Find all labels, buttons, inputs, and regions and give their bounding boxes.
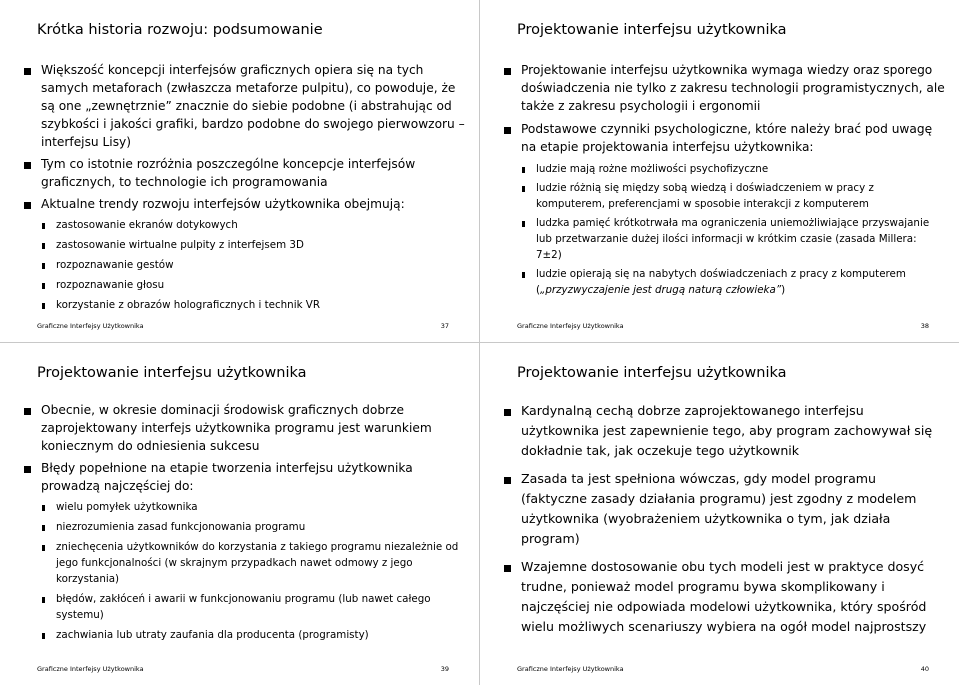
page-number: 39 <box>440 665 449 673</box>
sub-bullet-item: rozpoznawanie głosu <box>42 277 465 293</box>
slide-body <box>24 61 465 317</box>
slide-footer <box>37 322 449 330</box>
sub-bullet-item: zniechęcenia użytkowników do korzystania z takiego programu niezależnie od jego funkcjonalności (w skrajnym przypadkach nawet odmowy z jego korzystania) <box>42 539 465 587</box>
bullet-item: Obecnie, w okresie dominacji środowisk graficznych dobrze zaprojektowany interfejs użytkownika programu jest warunkiem koniecznym do odniesienia sukcesu <box>24 401 465 455</box>
sub-bullet-item: zastosowanie wirtualne pulpity z interfejsem 3D <box>42 237 465 253</box>
slide-footer <box>517 665 929 673</box>
slide-body <box>24 401 465 647</box>
slide-body <box>504 61 945 301</box>
sub-bullet-item: ludzie mają rożne możliwości psychofizyczne <box>522 161 945 177</box>
bullet-item: Kardynalną cechą dobrze zaprojektowanego interfejsu użytkownika jest zapewnienie tego, aby program zachowywał się dokładnie tak, jak oczekuje tego użytkownik <box>504 401 945 461</box>
quote-text: „przyzwyczajenie jest drugą naturą człowieka” <box>540 284 782 296</box>
sub-bullet-item: ludzka pamięć krótkotrwała ma ograniczenia uniemożliwiające przyswajanie lub przetwarzanie dużej ilości informacji w krótkim czasie (zasada Millera: 7±2) <box>522 215 945 263</box>
sub-bullet-item: zastosowanie ekranów dotykowych <box>42 217 465 233</box>
sub-bullet-text: ludzie opierają się na nabytych doświadczeniach z pracy z komputerem ( <box>536 268 906 296</box>
footer-text: Graficzne Interfejsy Użytkownika <box>37 322 144 330</box>
footer-text: Graficzne Interfejsy Użytkownika <box>37 665 144 673</box>
slide-title: Krótka historia rozwoju: podsumowanie <box>37 22 323 38</box>
slide-37 <box>0 0 479 342</box>
footer-text: Graficzne Interfejsy Użytkownika <box>517 322 624 330</box>
page-number: 37 <box>440 322 449 330</box>
sub-bullet-item: błędów, zakłóceń i awarii w funkcjonowaniu programu (lub nawet całego systemu) <box>42 591 465 623</box>
slide-39 <box>0 343 479 685</box>
page-number: 38 <box>920 322 929 330</box>
bullet-item: Zasada ta jest spełniona wówczas, gdy model programu (faktyczne zasady działania programu) jest zgodny z modelem użytkownika (wyobrażeniem użytkownika o tym, jak działa program) <box>504 469 945 549</box>
sub-bullet-text-end: ) <box>781 284 786 296</box>
slide-footer <box>37 665 449 673</box>
slide-40 <box>480 343 959 685</box>
sub-bullet-item: ludzie różnią się między sobą wiedzą i doświadczeniem w pracy z komputerem, preferencjami w sposobie interakcji z komputerem <box>522 180 945 212</box>
sub-bullet-item: wielu pomyłek użytkownika <box>42 499 465 515</box>
slide-body <box>504 401 945 645</box>
sub-bullet-item: zachwiania lub utraty zaufania dla producenta (programisty) <box>42 627 465 643</box>
page-number: 40 <box>920 665 929 673</box>
slide-38 <box>480 0 959 342</box>
sub-bullet-item: rozpoznawanie gestów <box>42 257 465 273</box>
slide-title: Projektowanie interfejsu użytkownika <box>517 22 787 38</box>
bullet-item: Błędy popełnione na etapie tworzenia interfejsu użytkownika prowadzą najczęściej do: <box>24 459 465 495</box>
footer-text: Graficzne Interfejsy Użytkownika <box>517 665 624 673</box>
bullet-item: Wzajemne dostosowanie obu tych modeli jest w praktyce dosyć trudne, ponieważ model programu bywa skomplikowany i najczęściej nie odpowiada modelowi użytkownika, który spośród wielu możliwych scenariuszy wybiera na ogół model najprostszy <box>504 557 945 637</box>
slide-footer <box>517 322 929 330</box>
bullet-item: Większość koncepcji interfejsów graficznych opiera się na tych samych metaforach (zwłaszcza metaforze pulpitu), co powoduje, że są one „zewnętrznie” znacznie do siebie podobne (i abstrahując od szybkości i jakości grafiki, bardzo podobne do swojego pierwowzoru – interfejsu Lisy) <box>24 61 465 151</box>
sub-bullet-item: korzystanie z obrazów holograficznych i technik VR <box>42 297 465 313</box>
bullet-item: Tym co istotnie rozróżnia poszczególne koncepcje interfejsów graficznych, to technologie ich programowania <box>24 155 465 191</box>
bullet-item: Aktualne trendy rozwoju interfejsów użytkownika obejmują: <box>24 195 465 213</box>
sub-bullet-item: niezrozumienia zasad funkcjonowania programu <box>42 519 465 535</box>
sub-bullet-item <box>522 266 945 298</box>
slide-title: Projektowanie interfejsu użytkownika <box>517 365 787 381</box>
bullet-item: Podstawowe czynniki psychologiczne, które należy brać pod uwagę na etapie projektowania interfejsu użytkownika: <box>504 120 945 156</box>
slide-title: Projektowanie interfejsu użytkownika <box>37 365 307 381</box>
bullet-item: Projektowanie interfejsu użytkownika wymaga wiedzy oraz sporego doświadczenia nie tylko z zakresu technologii programistycznych, ale także z zakresu psychologii i ergonomii <box>504 61 945 115</box>
